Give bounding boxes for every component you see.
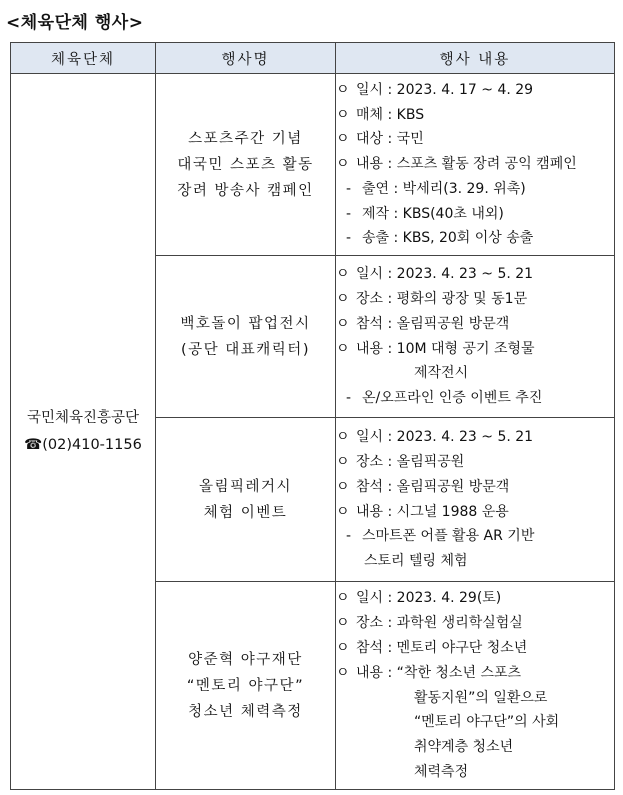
- bullet-icon: ㅇ: [336, 315, 350, 332]
- content-text: 일시 : 2023. 4. 29(토): [356, 590, 502, 607]
- bullet-icon: ㅇ: [336, 429, 350, 446]
- dash-icon: -: [346, 205, 352, 222]
- content-item: [336, 636, 614, 661]
- content-subitem: [336, 386, 614, 411]
- content-item: [336, 287, 614, 312]
- event-name-line: 양준혁 야구재단: [188, 651, 303, 668]
- event-name-line: “멘토리 야구단”: [186, 677, 305, 694]
- content-subitem: [336, 735, 614, 760]
- event-name-cell: [156, 418, 336, 582]
- bullet-icon: ㅇ: [336, 131, 350, 148]
- bullet-icon: ㅇ: [336, 81, 350, 98]
- event-name-line: (공단 대표캐릭터): [181, 341, 310, 358]
- content-text: 스토리 텔링 체험: [364, 553, 468, 570]
- content-text: 장소 : 과학원 생리학실험실: [356, 615, 523, 632]
- content-item: [336, 586, 614, 611]
- event-content-cell: [336, 582, 615, 790]
- header-event-content: 행사 내용: [336, 43, 615, 74]
- event-name-line: 스포츠주간 기념: [188, 130, 303, 147]
- content-item: [336, 103, 614, 128]
- event-name-line: 체험 이벤트: [203, 504, 288, 521]
- content-item: [336, 127, 614, 152]
- content-text: 매체 : KBS: [356, 106, 425, 123]
- content-text: 송출 : KBS, 20회 이상 송출: [362, 230, 534, 247]
- dash-icon: -: [346, 180, 352, 197]
- events-table: [10, 42, 615, 790]
- event-name-cell: [156, 582, 336, 790]
- content-text: “멘토리 야구단”의 사회: [414, 714, 560, 731]
- bullet-icon: ㅇ: [336, 266, 350, 283]
- bullet-icon: ㅇ: [336, 340, 350, 357]
- event-name-line: 백호돌이 팝업전시: [180, 315, 311, 332]
- event-name-cell: [156, 256, 336, 418]
- event-name-line: 대국민 스포츠 활동: [177, 156, 314, 173]
- bullet-icon: ㅇ: [336, 453, 350, 470]
- content-item: [336, 425, 614, 450]
- org-cell: [11, 74, 156, 790]
- content-subitem: [336, 361, 614, 386]
- dash-icon: -: [346, 230, 352, 247]
- dash-icon: -: [346, 390, 352, 407]
- content-text: 참석 : 멘토리 야구단 청소년: [356, 639, 528, 656]
- bullet-icon: ㅇ: [336, 615, 350, 632]
- bullet-icon: ㅇ: [336, 503, 350, 520]
- bullet-icon: ㅇ: [336, 590, 350, 607]
- content-text: 체력측정: [414, 763, 469, 780]
- content-item: [336, 152, 614, 177]
- content-item: [336, 450, 614, 475]
- bullet-icon: ㅇ: [336, 664, 350, 681]
- event-name-line: 올림픽레거시: [198, 478, 293, 495]
- content-text: 장소 : 평화의 광장 및 동1문: [356, 290, 528, 307]
- content-text: 활동지원”의 일환으로: [414, 689, 548, 706]
- content-text: 제작전시: [414, 365, 469, 382]
- bullet-icon: ㅇ: [336, 156, 350, 173]
- content-text: 참석 : 올림픽공원 방문객: [356, 478, 510, 495]
- content-subitem: [336, 760, 614, 785]
- content-item: [336, 337, 614, 362]
- content-item: [336, 500, 614, 525]
- content-text: 내용 : “착한 청소년 스포츠: [356, 664, 522, 681]
- event-name-line: 청소년 체력측정: [188, 703, 303, 720]
- content-text: 취약계층 청소년: [414, 739, 514, 756]
- content-text: 참석 : 올림픽공원 방문객: [356, 315, 510, 332]
- org-name: 국민체육진흥공단: [26, 409, 140, 426]
- page-title: <체육단체 행사>: [6, 13, 144, 33]
- dash-icon: -: [346, 528, 352, 545]
- content-text: 일시 : 2023. 4. 23 ~ 5. 21: [356, 266, 534, 283]
- content-text: 제작 : KBS(40초 내외): [362, 205, 504, 222]
- event-content-cell: [336, 418, 615, 582]
- header-row: [11, 43, 615, 74]
- content-subitem: [336, 524, 614, 549]
- event-row: [11, 74, 615, 256]
- content-text: 출연 : 박세리(3. 29. 위촉): [362, 180, 526, 197]
- event-name-cell: [156, 74, 336, 256]
- bullet-icon: ㅇ: [336, 639, 350, 656]
- content-item: [336, 262, 614, 287]
- content-text: 일시 : 2023. 4. 17 ~ 4. 29: [356, 81, 534, 98]
- org-phone: ☎(02)410-1156: [24, 436, 142, 453]
- event-content-cell: [336, 74, 615, 256]
- content-subitem: [336, 710, 614, 735]
- content-text: 내용 : 10M 대형 공기 조형물: [356, 340, 535, 357]
- event-content-cell: [336, 256, 615, 418]
- content-subitem: [336, 686, 614, 711]
- content-item: [336, 312, 614, 337]
- content-text: 장소 : 올림픽공원: [356, 453, 465, 470]
- content-item: [336, 475, 614, 500]
- content-item: [336, 661, 614, 686]
- content-text: 일시 : 2023. 4. 23 ~ 5. 21: [356, 429, 534, 446]
- content-text: 내용 : 시그널 1988 운용: [356, 503, 509, 520]
- bullet-icon: ㅇ: [336, 478, 350, 495]
- content-subitem: [336, 177, 614, 202]
- content-text: 대상 : 국민: [356, 131, 424, 148]
- header-org: 체육단체: [11, 43, 156, 74]
- header-event-name: 행사명: [156, 43, 336, 74]
- bullet-icon: ㅇ: [336, 290, 350, 307]
- content-text: 스마트폰 어플 활용 AR 기반: [362, 528, 535, 545]
- content-subitem: [336, 549, 614, 574]
- content-text: 내용 : 스포츠 활동 장려 공익 캠페인: [356, 156, 577, 173]
- content-item: [336, 78, 614, 103]
- bullet-icon: ㅇ: [336, 106, 350, 123]
- content-subitem: [336, 226, 614, 251]
- content-item: [336, 611, 614, 636]
- content-subitem: [336, 202, 614, 227]
- event-name-line: 장려 방송사 캠페인: [177, 182, 314, 199]
- content-text: 온/오프라인 인증 이벤트 추진: [362, 390, 543, 407]
